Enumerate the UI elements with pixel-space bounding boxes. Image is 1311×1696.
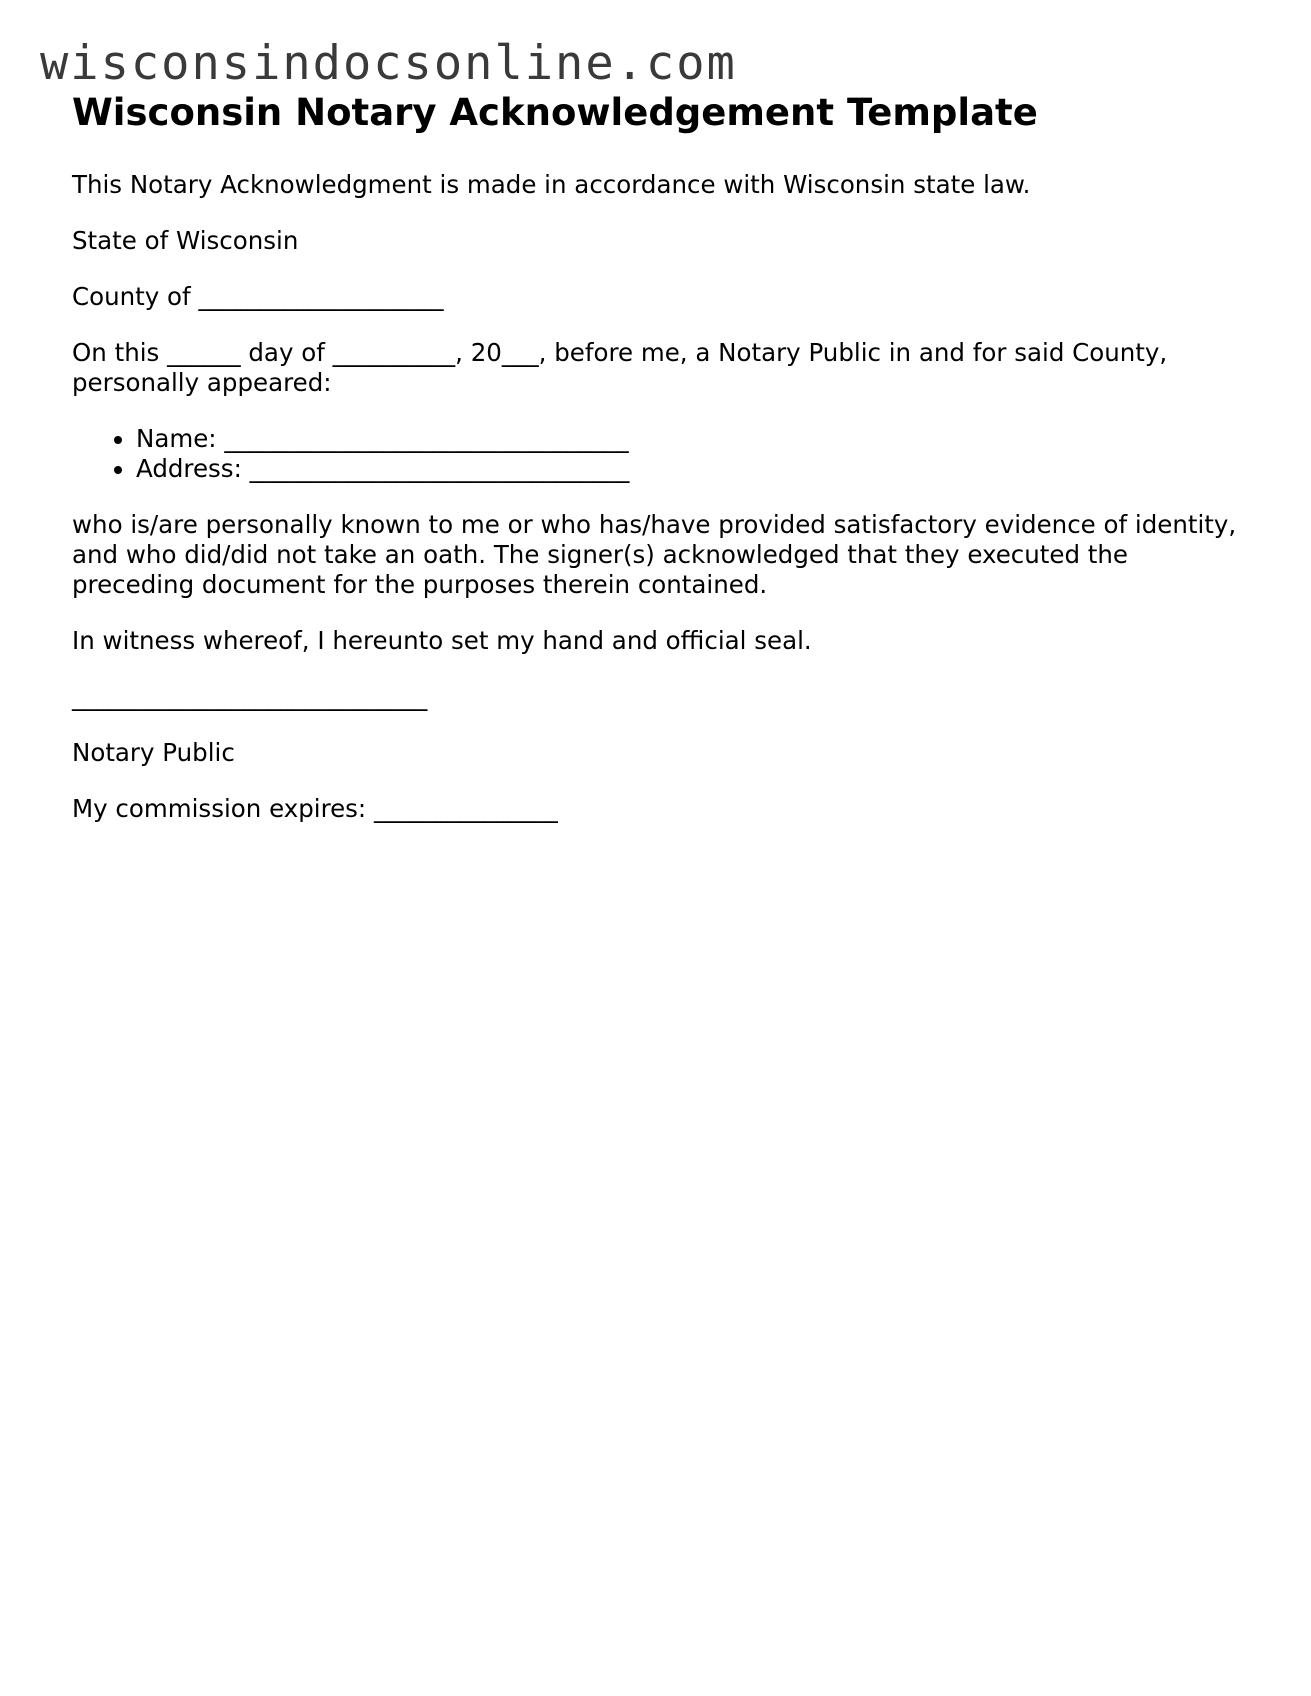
- document-title: Wisconsin Notary Acknowledgement Template: [72, 91, 1038, 134]
- document-body: [72, 92, 1252, 850]
- signer-fields-list: [72, 424, 1252, 484]
- identity-paragraph: who is/are personally known to me or who has/have provided satisfactory evidence of identity, and who did/did not take an oath. The signer(s) acknowledged that they executed the preceding document for the purposes therein contained.: [72, 510, 1237, 599]
- address-field: • Address: _______________________________: [136, 454, 1252, 484]
- appearance-paragraph: On this ______ day of __________, 20___, before me, a Notary Public in and for said County, personally appeared:: [72, 338, 1168, 397]
- county-line: County of ____________________: [72, 282, 444, 311]
- state-line: State of Wisconsin: [72, 226, 299, 255]
- witness-paragraph: In witness whereof, I hereunto set my hand and official seal.: [72, 626, 812, 655]
- notary-public-label: Notary Public: [72, 738, 235, 767]
- intro-paragraph: This Notary Acknowledgment is made in accordance with Wisconsin state law.: [72, 170, 1031, 199]
- name-field: • Name: _________________________________: [136, 424, 1252, 454]
- commission-expiry-line: My commission expires: _______________: [72, 794, 558, 823]
- signature-line: _____________________________: [72, 682, 428, 711]
- site-watermark: wisconsindocsonline.com: [40, 36, 737, 91]
